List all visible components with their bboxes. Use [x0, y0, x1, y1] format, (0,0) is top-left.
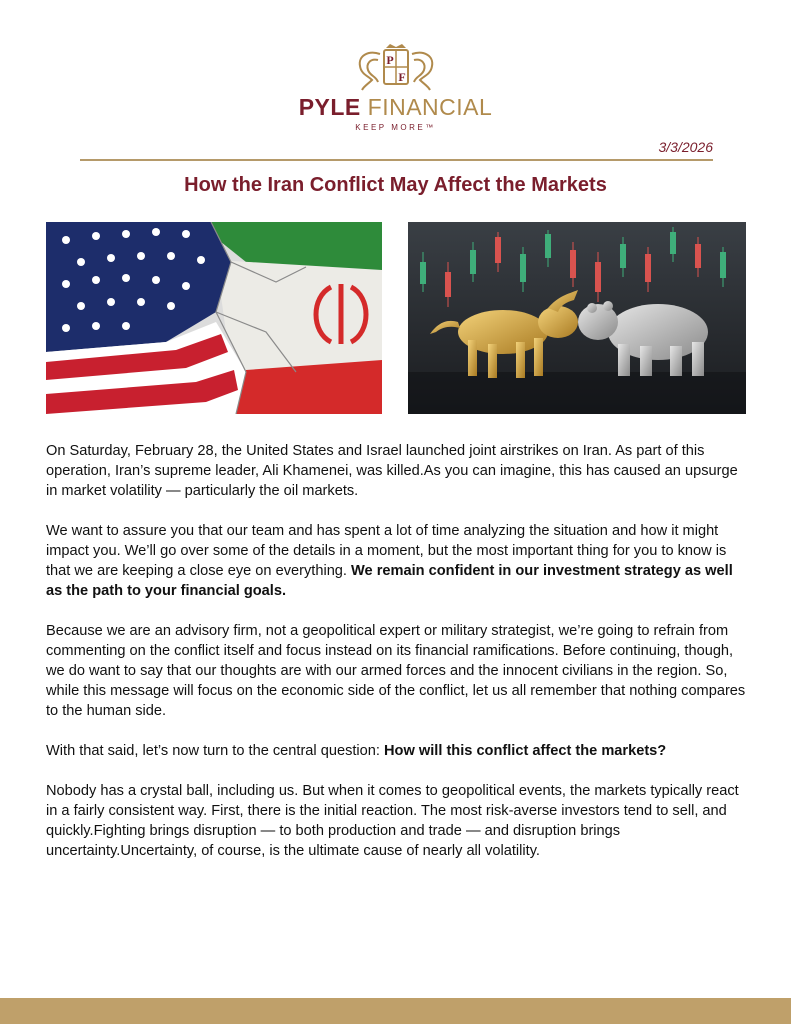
- paragraph-5-text: Nobody has a crystal ball, including us. But when it comes to geopolitical events, the markets typically react in a fairly consistent way. First, there is the initial reaction. The most risk-averse investors tend to sell, and quickly.Fighting brings disruption — to both production and trade — and disruption brings uncertainty.Uncertainty, of course, is the ultimate cause of nearly all volatility.: [46, 783, 739, 859]
- paragraph-3: [46, 621, 746, 721]
- paragraph-5: [46, 781, 746, 861]
- brand-name: [0, 94, 791, 120]
- paragraph-1-text: On Saturday, February 28, the United States and Israel launched joint airstrikes on Iran. As part of this operation, Iran’s supreme leader, Ali Khamenei, was killed.As you can imagine, this has caused an upsurge in market volatility — particularly the oil markets.: [46, 443, 738, 499]
- brand-tagline: KEEP MORE™: [355, 123, 436, 132]
- brand-name-part1: PYLE: [298, 94, 361, 120]
- paragraph-4-emphasis: How will this conflict affect the markets?: [384, 743, 667, 759]
- logo-letter-f: F: [397, 70, 406, 84]
- paragraph-2-text: We want to assure you that our team and has spent a lot of time analyzing the situation and how it might impact you. We’ll go over some of the details in a moment, but the most important thing for you to know is that we are keeping a close eye on everything.: [46, 523, 727, 579]
- footer-bar: [0, 998, 791, 1024]
- paragraph-3-text: Because we are an advisory firm, not a geopolitical expert or military strategist, we’re going to refrain from commenting on the conflict itself and focus instead on its financial ramifications. Before continuing, though, we do want to say that our thoughts are with our armed forces and the innocent civilians in the region. So, while this message will focus on the economic side of the conflict, let us all remember that nothing compares to the human side.: [46, 623, 746, 719]
- us-iran-flags-image: [46, 222, 382, 414]
- document-title: How the Iran Conflict May Affect the Markets: [184, 174, 607, 196]
- document-date: 3/3/2026: [658, 139, 713, 155]
- paragraph-2-emphasis: We remain confident in our investment strategy as well as the path to your financial goals.: [46, 563, 733, 599]
- paragraph-2: [46, 521, 746, 601]
- letterhead: [0, 44, 791, 132]
- bull-bear-market-image: [408, 222, 746, 414]
- paragraph-1: [46, 441, 746, 501]
- paragraph-4-text: With that said, let’s now turn to the central question:: [46, 743, 385, 759]
- paragraph-4: [46, 741, 746, 761]
- lion-crest-icon: [350, 44, 442, 92]
- logo-letter-p: P: [385, 53, 394, 67]
- header-divider: [80, 159, 713, 161]
- brand-name-part2: FINANCIAL: [367, 94, 493, 120]
- letter-body: [46, 441, 746, 881]
